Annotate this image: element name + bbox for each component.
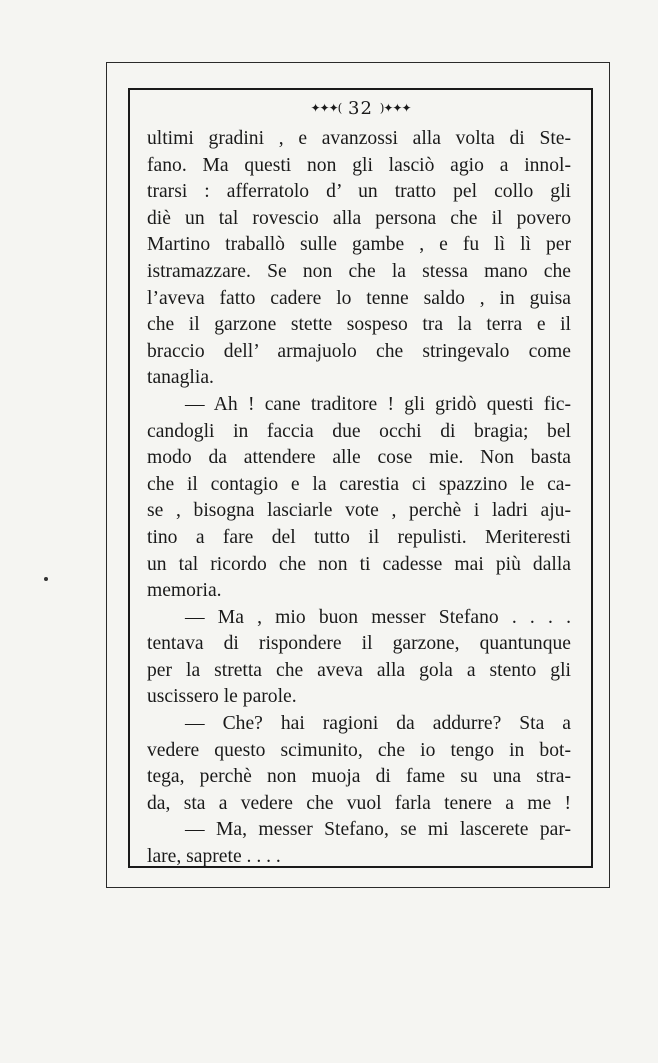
text-line: — Che? hai ragioni da addurre? Sta a <box>185 713 571 735</box>
page-header <box>128 98 593 119</box>
text-line: per la stretta che aveva alla gola a stento gli <box>147 659 571 681</box>
text-line: candogli in faccia due occhi di bragia; bel <box>147 420 571 442</box>
text-line: se , bisogna lasciarle vote , perchè i ladri aju- <box>147 500 571 522</box>
page-number: 32 <box>348 98 373 119</box>
text-line: diè un tal rovescio alla persona che il povero <box>147 207 571 229</box>
text-line: lare, saprete . . . . <box>147 846 281 868</box>
text-line: braccio dell’ armajuolo che stringevalo come <box>147 340 571 362</box>
text-line: memoria. <box>147 580 222 602</box>
text-line: l’aveva fatto cadere lo tenne saldo , in guisa <box>147 287 571 309</box>
text-line: istramazzare. Se non che la stessa mano che <box>147 260 571 282</box>
text-line: trarsi : afferratolo d’ un tratto pel collo gli <box>147 181 571 203</box>
text-line: un tal ricordo che non ti cadesse mai più dalla <box>147 553 571 575</box>
print-speck <box>44 577 48 581</box>
text-line: ultimi gradini , e avanzossi alla volta di Ste- <box>147 128 571 149</box>
text-line: tanaglia. <box>147 367 214 389</box>
text-line: tentava di rispondere il garzone, quantunque <box>147 633 571 655</box>
text-line: che il contagio e la carestia ci spazzino le ca- <box>147 473 571 495</box>
text-line: — Ma, messer Stefano, se mi lascerete par- <box>185 819 571 841</box>
text-line: Martino traballò sulle gambe , e fu lì lì per <box>147 234 571 256</box>
text-line: tino a fare del tutto il repulisti. Meriteresti <box>147 526 571 548</box>
text-line: modo da attendere alle cose mie. Non basta <box>147 447 571 469</box>
body-text <box>147 126 571 871</box>
text-line: vedere questo scimunito, che io tengo in bot- <box>147 739 571 761</box>
header-ornament-right: )✦✦✦ <box>379 101 411 115</box>
text-line: tega, perchè non muoja di fame su una stra- <box>147 766 571 788</box>
text-line: — Ma , mio buon messer Stefano . . . . <box>185 606 571 628</box>
text-line: da, sta a vedere che vuol farla tenere a me ! <box>147 792 571 814</box>
header-ornament-left: ✦✦✦( <box>310 101 342 115</box>
text-line: che il garzone stette sospeso tra la terra e il <box>147 314 571 336</box>
text-line: uscissero le parole. <box>147 686 297 708</box>
text-line: — Ah ! cane traditore ! gli gridò questi fic- <box>185 393 571 415</box>
text-line: fano. Ma questi non gli lasciò agio a innol- <box>147 154 571 176</box>
